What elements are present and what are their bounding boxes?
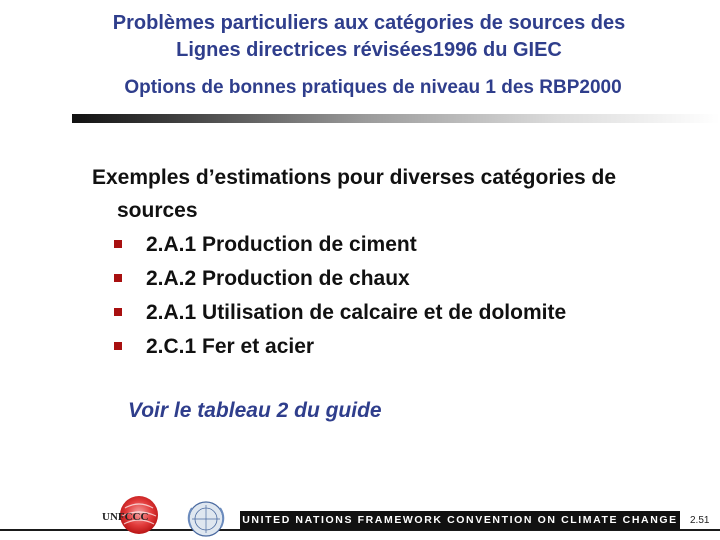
square-bullet-icon [114, 308, 122, 316]
unfccc-logo-text: UNFCCC [102, 511, 149, 523]
guide-table-link[interactable]: Voir le tableau 2 du guide [128, 399, 382, 422]
list-item-text: 2.A.1 Production de ciment [146, 232, 417, 256]
square-bullet-icon [114, 274, 122, 282]
list-item [114, 295, 702, 329]
un-emblem-icon [183, 499, 229, 539]
unfccc-logo-icon [92, 494, 172, 538]
title-divider [72, 114, 720, 123]
slide-title [0, 10, 720, 64]
list-item [114, 227, 702, 261]
slide-subtitle: Options de bonnes pratiques de niveau 1 des RBP2000 [124, 77, 622, 98]
list-item-text: 2.A.2 Production de chaux [146, 266, 410, 290]
intro-line-2: sources [117, 199, 198, 222]
bullet-list [92, 227, 702, 363]
page-number: 2.51 [690, 515, 710, 526]
slide-title-line-1: Problèmes particuliers aux catégories de sources des [112, 12, 626, 34]
list-item [114, 261, 702, 295]
intro-paragraph [92, 161, 702, 227]
list-item [114, 329, 702, 363]
intro-line-1: Exemples d’estimations pour diverses catégories de [92, 166, 617, 189]
list-item-text: 2.C.1 Fer et acier [146, 334, 315, 358]
footer-band: UNITED NATIONS FRAMEWORK CONVENTION ON CLIMATE CHANGE [240, 511, 680, 530]
square-bullet-icon [114, 240, 122, 248]
square-bullet-icon [114, 342, 122, 350]
slide-body [92, 161, 702, 363]
list-item-text: 2.A.1 Utilisation de calcaire et de dolomite [146, 300, 567, 324]
slide-title-line-2: Lignes directrices révisées1996 du GIEC [176, 39, 562, 61]
